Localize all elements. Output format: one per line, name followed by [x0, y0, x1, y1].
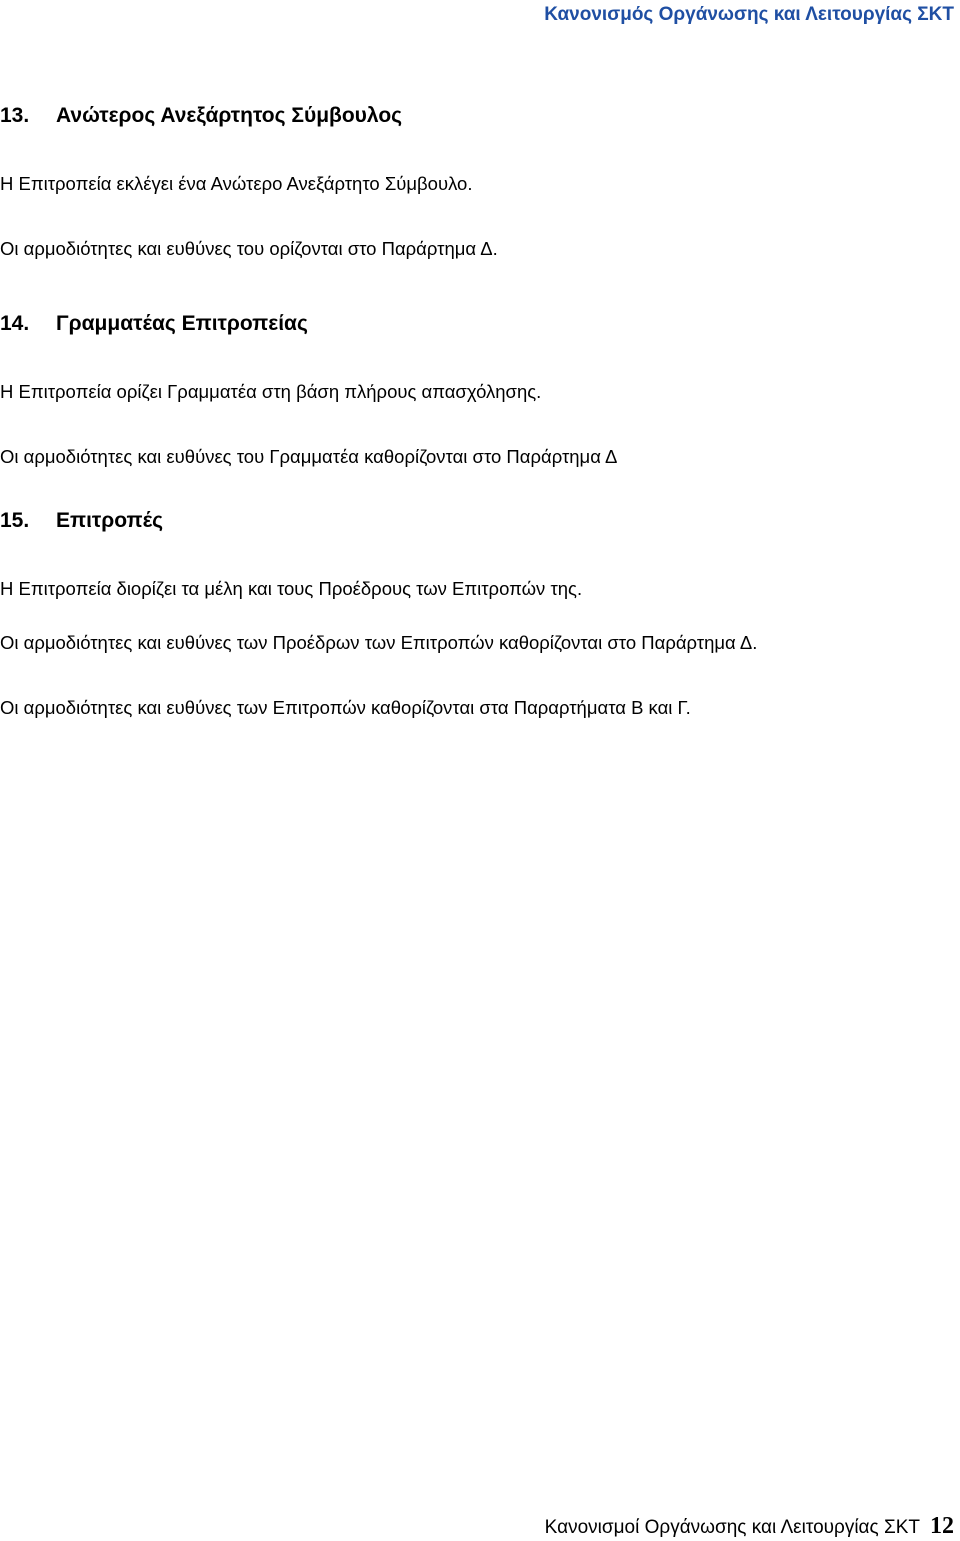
- footer-title: Κανονισμοί Οργάνωσης και Λειτουργίας ΣΚΤ: [544, 1517, 920, 1538]
- section-title: Ανώτερος Ανεξάρτητος Σύμβουλος: [56, 104, 403, 127]
- paragraph: Οι αρμοδιότητες και ευθύνες των Προέδρων των Επιτροπών καθορίζονται στο Παράρτημα Δ.: [0, 632, 758, 653]
- section-title: Γραμματέας Επιτροπείας: [56, 312, 308, 335]
- paragraph: Οι αρμοδιότητες και ευθύνες του ορίζονται στο Παράρτημα Δ.: [0, 238, 498, 259]
- paragraph: Οι αρμοδιότητες και ευθύνες των Επιτροπών καθορίζονται στα Παραρτήματα Β και Γ.: [0, 697, 691, 718]
- paragraph: Η Επιτροπεία διορίζει τα μέλη και τους Προέδρους των Επιτροπών της.: [0, 578, 583, 599]
- section-number: 15.: [0, 509, 30, 532]
- paragraph: Η Επιτροπεία εκλέγει ένα Ανώτερο Ανεξάρτητο Σύμβουλο.: [0, 173, 473, 194]
- section-number: 13.: [0, 104, 30, 127]
- section-title: Επιτροπές: [56, 509, 163, 532]
- section-number: 14.: [0, 312, 30, 335]
- paragraph: Η Επιτροπεία ορίζει Γραμματέα στη βάση πλήρους απασχόλησης.: [0, 381, 542, 402]
- section-heading: [0, 509, 163, 533]
- paragraph: Οι αρμοδιότητες και ευθύνες του Γραμματέα καθορίζονται στο Παράρτημα Δ: [0, 446, 618, 467]
- page-number: 12: [930, 1513, 954, 1539]
- running-header: Κανονισμός Οργάνωσης και Λειτουργίας ΣΚΤ: [544, 4, 954, 25]
- page-footer: [545, 1513, 954, 1540]
- section-heading: [0, 312, 308, 336]
- section-heading: [0, 104, 402, 128]
